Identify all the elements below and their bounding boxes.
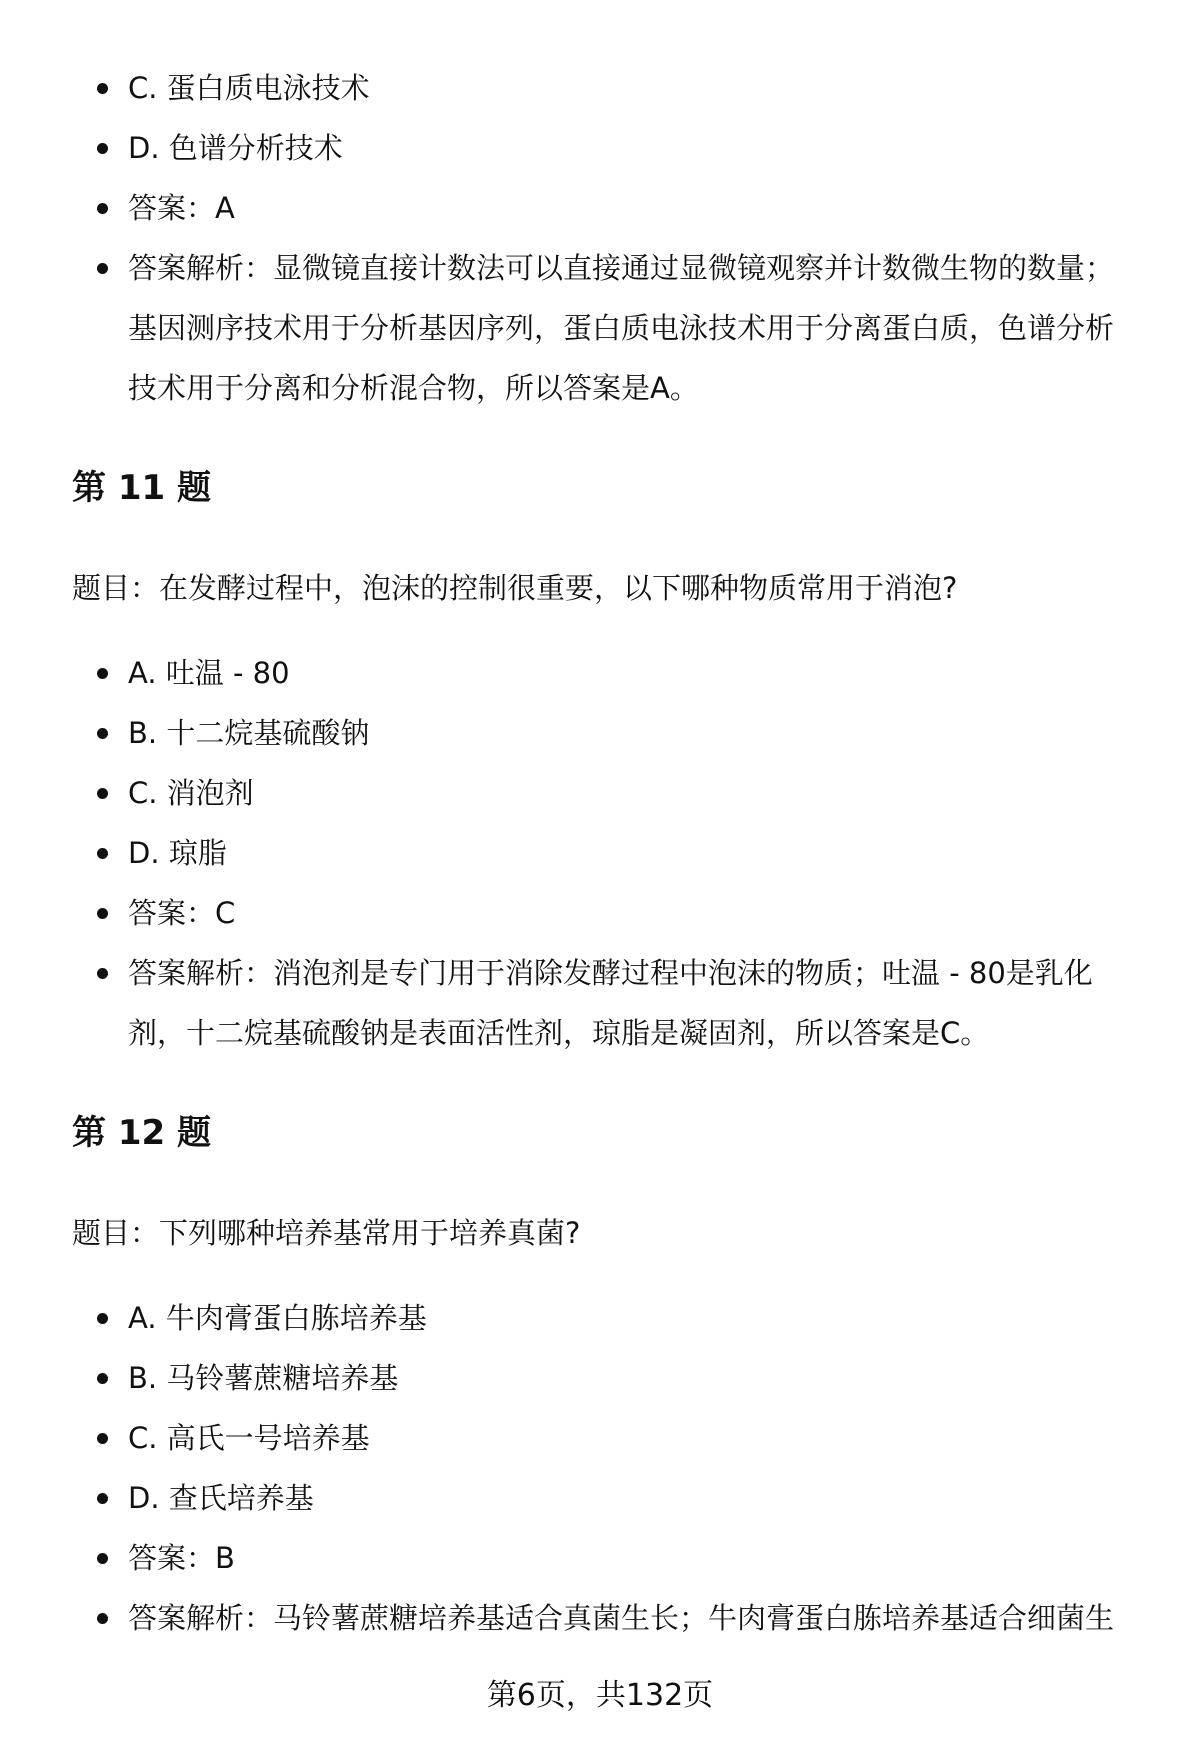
answer: 答案：C — [0, 883, 1200, 943]
option-c: C. 消泡剂 — [0, 763, 1200, 823]
question-11-heading: 第 11 题 — [72, 468, 211, 508]
option-b: B. 十二烷基硫酸钠 — [0, 703, 1200, 763]
option-d: D. 色谱分析技术 — [0, 118, 1200, 178]
option-list — [0, 643, 1200, 1063]
option-c: C. 高氏一号培养基 — [0, 1408, 1200, 1468]
answer-explanation: 答案解析：马铃薯蔗糖培养基适合真菌生长；牛肉膏蛋白胨培养基适合细菌生 — [0, 1588, 1200, 1648]
option-c: C. 蛋白质电泳技术 — [0, 58, 1200, 118]
option-a: A. 吐温 - 80 — [0, 643, 1200, 703]
answer-explanation: 答案解析：消泡剂是专门用于消除发酵过程中泡沫的物质；吐温 - 80是乳化剂，十二烷基硫酸钠是表面活性剂，琼脂是凝固剂，所以答案是C。 — [0, 943, 1200, 1063]
option-list — [0, 58, 1200, 418]
option-list — [0, 1288, 1200, 1648]
question-11-options — [0, 643, 1200, 1063]
question-11-text: 题目：在发酵过程中，泡沫的控制很重要，以下哪种物质常用于消泡? — [72, 571, 958, 605]
answer: 答案：B — [0, 1528, 1200, 1588]
question-10-continuation — [0, 58, 1200, 418]
answer-explanation: 答案解析：显微镜直接计数法可以直接通过显微镜观察并计数微生物的数量；基因测序技术用于分析基因序列，蛋白质电泳技术用于分离蛋白质，色谱分析技术用于分离和分析混合物，所以答案是A。 — [0, 238, 1200, 418]
question-12-text: 题目：下列哪种培养基常用于培养真菌? — [72, 1216, 581, 1250]
question-12-options — [0, 1288, 1200, 1648]
option-b: B. 马铃薯蔗糖培养基 — [0, 1348, 1200, 1408]
option-a: A. 牛肉膏蛋白胨培养基 — [0, 1288, 1200, 1348]
option-d: D. 查氏培养基 — [0, 1468, 1200, 1528]
page-number: 第6页，共132页 — [486, 1678, 714, 1713]
answer: 答案：A — [0, 178, 1200, 238]
question-12-heading: 第 12 题 — [72, 1113, 211, 1153]
option-d: D. 琼脂 — [0, 823, 1200, 883]
